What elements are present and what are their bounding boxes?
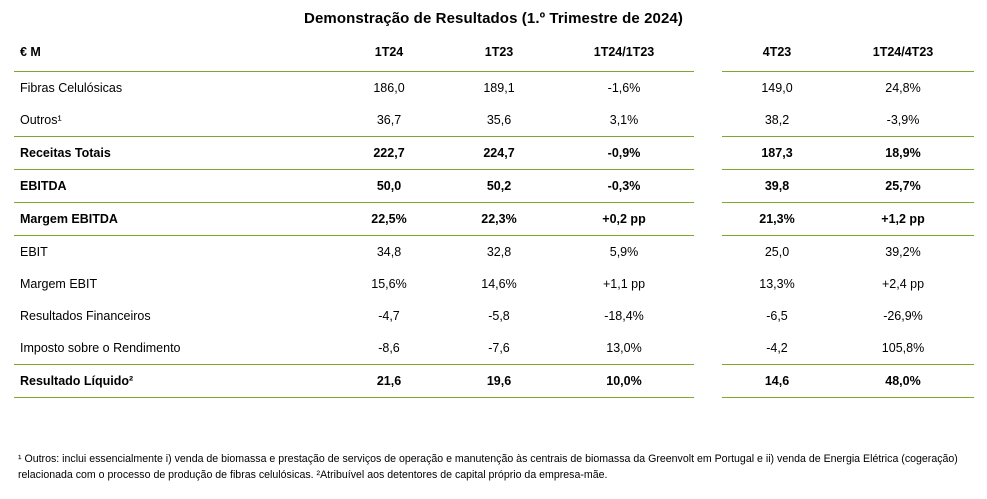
row-value-1t23: 50,2	[444, 170, 554, 203]
row-gap	[694, 268, 722, 300]
header-gap	[694, 37, 722, 72]
row-value-4t23: -4,2	[722, 332, 832, 365]
header-label: € M	[14, 37, 334, 72]
header-col-1t23: 1T23	[444, 37, 554, 72]
row-label: Resultados Financeiros	[20, 309, 151, 323]
row-value-1t24-1t23: -1,6%	[607, 81, 641, 95]
table-row	[14, 268, 974, 300]
row-value-4t23: 25,0	[764, 245, 790, 259]
row-value-1t23: -7,6	[444, 332, 554, 365]
row-value-1t24: 50,0	[334, 170, 444, 203]
row-label: Margem EBITDA	[14, 203, 334, 236]
row-value-1t24-1t23: 5,9%	[609, 245, 639, 259]
row-value-1t24-1t23: 3,1%	[554, 104, 694, 137]
table-row	[14, 72, 974, 105]
table-row	[14, 170, 974, 203]
row-value-4t23: 14,6	[722, 365, 832, 398]
row-value-1t24: 34,8	[376, 245, 402, 259]
row-value-1t24-1t23: -18,4%	[604, 309, 644, 323]
row-label: Receitas Totais	[14, 137, 334, 170]
row-value-1t24-4t23: +2,4 pp	[881, 277, 925, 291]
row-value-4t23: -6,5	[766, 309, 788, 323]
row-value-1t24: 186,0	[373, 81, 405, 95]
row-value-1t23: 35,6	[444, 104, 554, 137]
table-row	[14, 137, 974, 170]
row-value-1t24-1t23: -0,3%	[554, 170, 694, 203]
header-col-1t24-1t23: 1T24/1T23	[554, 37, 694, 72]
row-value-1t24-4t23: 39,2%	[885, 245, 921, 259]
row-value-1t23: 22,3%	[444, 203, 554, 236]
row-value-1t24-4t23: 18,9%	[832, 137, 974, 170]
row-label: Fibras Celulósicas	[20, 81, 123, 95]
income-statement-table	[14, 37, 974, 398]
row-value-4t23: 21,3%	[722, 203, 832, 236]
row-value-1t24-4t23: 48,0%	[832, 365, 974, 398]
row-gap	[694, 170, 722, 203]
row-value-1t23: -5,8	[488, 309, 510, 323]
row-gap	[694, 300, 722, 332]
row-value-1t24-4t23: 24,8%	[885, 81, 921, 95]
row-value-1t24: 22,5%	[334, 203, 444, 236]
row-value-4t23: 13,3%	[759, 277, 795, 291]
table-row	[14, 104, 974, 137]
row-value-4t23: 38,2	[722, 104, 832, 137]
page-title: Demonstração de Resultados (1.º Trimestre de 2024)	[304, 10, 683, 27]
row-label: Margem EBIT	[20, 277, 98, 291]
row-value-1t24-1t23: 10,0%	[554, 365, 694, 398]
row-gap	[694, 203, 722, 236]
table-header-row	[14, 37, 974, 72]
row-value-1t23: 32,8	[486, 245, 512, 259]
row-gap	[694, 104, 722, 137]
table-row	[14, 300, 974, 332]
footnote: ¹ Outros: inclui essencialmente i) venda de biomassa e prestação de serviços de operação e manutenção às centrais de biomassa da Greenvolt em Portugal e ii) venda de Energia Elétrica (cogeração) relacionada com o processo de produção de fibras celulósicas. ²Atribuível aos detentores de capital próprio da empresa-mãe.	[18, 453, 958, 481]
table-row	[14, 236, 974, 269]
row-gap	[694, 236, 722, 269]
header-col-1t24: 1T24	[334, 37, 444, 72]
row-label: Resultado Líquido²	[14, 365, 334, 398]
header-col-1t24-4t23: 1T24/4T23	[832, 37, 974, 72]
row-value-4t23: 149,0	[761, 81, 793, 95]
row-value-4t23: 187,3	[722, 137, 832, 170]
row-value-1t23: 224,7	[444, 137, 554, 170]
row-gap	[694, 332, 722, 365]
row-value-1t24: -4,7	[378, 309, 400, 323]
row-label: EBIT	[20, 245, 48, 259]
row-value-1t24-1t23: +0,2 pp	[554, 203, 694, 236]
row-value-1t23: 14,6%	[481, 277, 517, 291]
header-col-4t23: 4T23	[722, 37, 832, 72]
row-value-1t23: 189,1	[483, 81, 515, 95]
row-gap	[694, 72, 722, 105]
row-value-1t24-4t23: -3,9%	[832, 104, 974, 137]
row-value-1t24-4t23: 105,8%	[832, 332, 974, 365]
row-value-1t24-1t23: +1,1 pp	[602, 277, 646, 291]
row-value-1t24: 222,7	[334, 137, 444, 170]
row-gap	[694, 365, 722, 398]
row-value-4t23: 39,8	[722, 170, 832, 203]
row-label: Outros¹	[14, 104, 334, 137]
table-row	[14, 365, 974, 398]
table-row	[14, 332, 974, 365]
row-value-1t24: 15,6%	[371, 277, 407, 291]
row-value-1t24: 21,6	[334, 365, 444, 398]
row-value-1t24-1t23: -0,9%	[554, 137, 694, 170]
row-value-1t24-4t23: -26,9%	[883, 309, 923, 323]
row-value-1t24-4t23: 25,7%	[832, 170, 974, 203]
table-row	[14, 203, 974, 236]
row-label: Imposto sobre o Rendimento	[14, 332, 334, 365]
row-value-1t23: 19,6	[444, 365, 554, 398]
row-label: EBITDA	[14, 170, 334, 203]
row-gap	[694, 137, 722, 170]
row-value-1t24-1t23: 13,0%	[554, 332, 694, 365]
row-value-1t24-4t23: +1,2 pp	[832, 203, 974, 236]
row-value-1t24: 36,7	[334, 104, 444, 137]
row-value-1t24: -8,6	[334, 332, 444, 365]
